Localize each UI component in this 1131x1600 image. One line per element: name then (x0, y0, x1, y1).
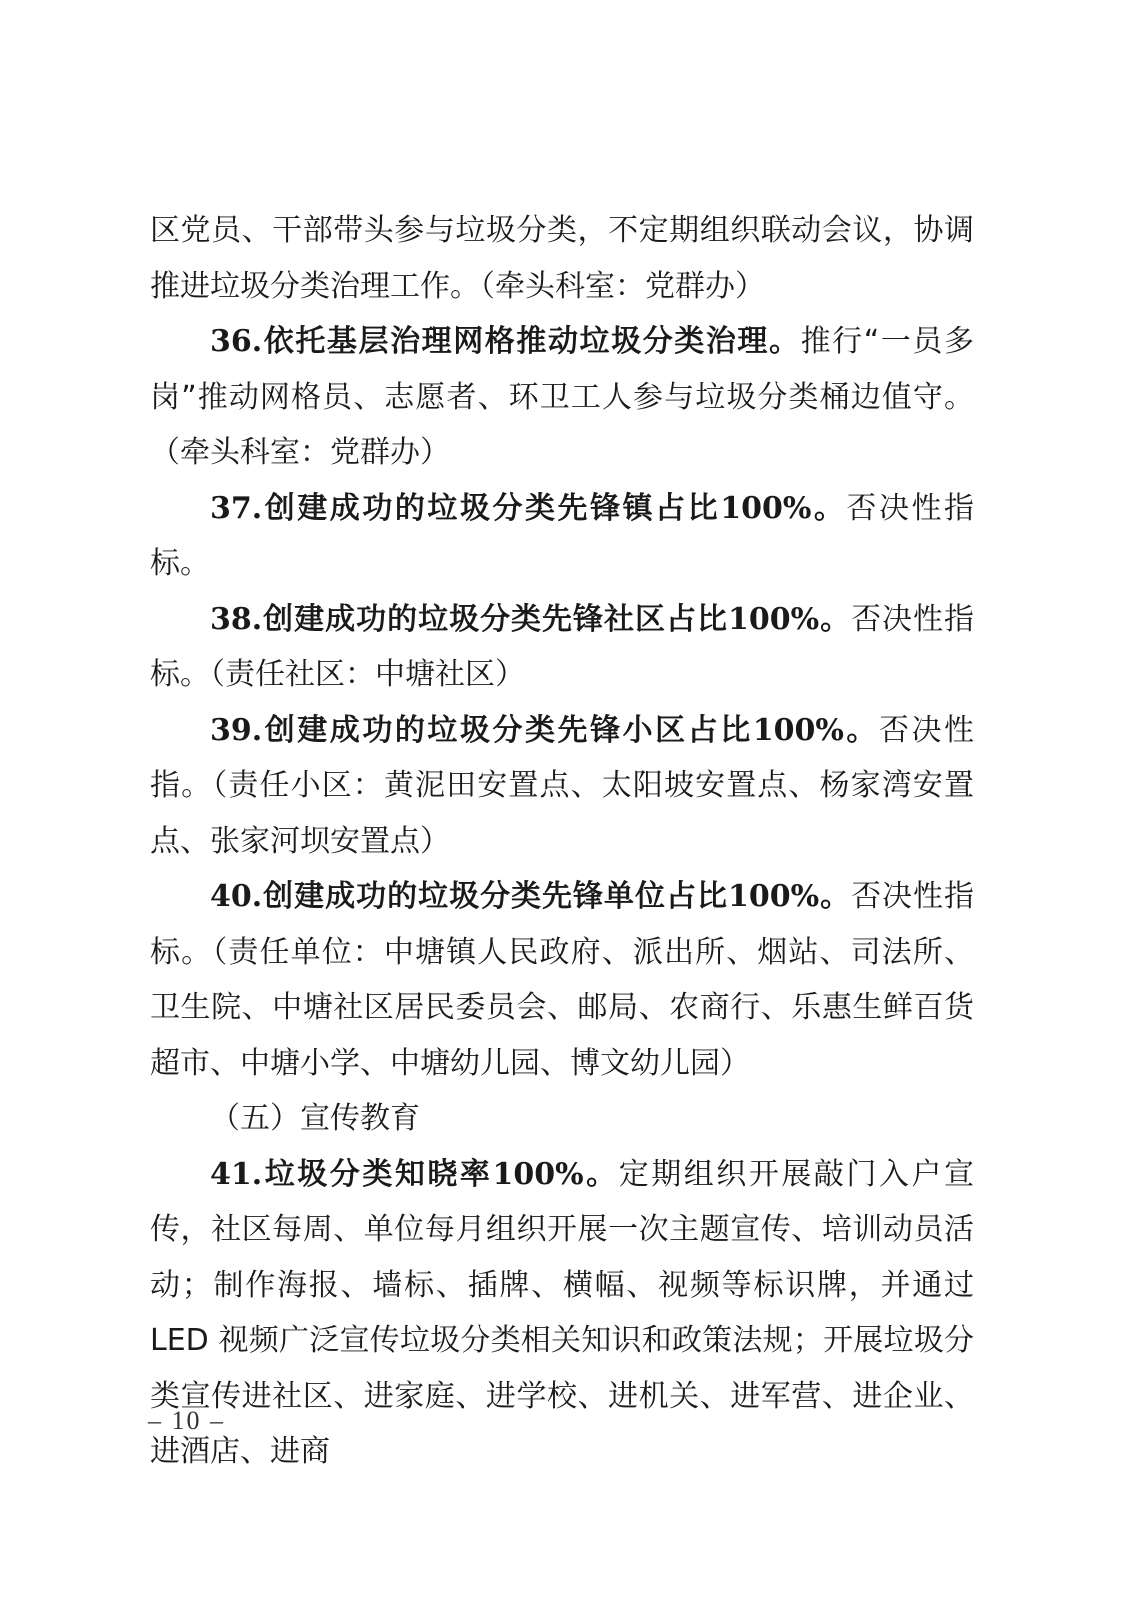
item-39 (150, 703, 974, 870)
item-heading: 创建成功的垃圾分类先锋社区占比 (262, 601, 728, 637)
item-percent: 100% (727, 601, 820, 637)
item-heading: 垃圾分类知晓率 (262, 1156, 493, 1192)
item-number: 39. (210, 712, 263, 748)
item-36 (150, 314, 974, 481)
item-heading: 创建成功的垃圾分类先锋镇占比 (262, 490, 721, 526)
item-heading-end: 。 (811, 490, 847, 526)
item-percent: 100% (752, 712, 844, 748)
item-heading: 创建成功的垃圾分类先锋小区占比 (262, 712, 753, 748)
item-number: 41. (210, 1156, 263, 1192)
section-heading (150, 1091, 974, 1147)
item-text: 否决性指标。（责任社区：中塘社区） (150, 601, 975, 692)
item-37 (150, 481, 974, 592)
item-number: 38. (210, 601, 263, 637)
paragraph-text: 区党员、干部带头参与垃圾分类，不定期组织联动会议，协调推进垃圾分类治理工作。（牵头科室：党群办） (150, 213, 974, 304)
item-text: 否决性指标。 (150, 490, 975, 581)
item-heading-end: 。 (843, 712, 879, 748)
item-38 (150, 592, 974, 703)
section-title: （五）宣传教育 (210, 1101, 420, 1136)
item-41 (150, 1147, 974, 1480)
page-number: – 10 – (148, 1406, 225, 1435)
item-heading: 创建成功的垃圾分类先锋单位占比 (262, 879, 728, 914)
body-text (150, 203, 974, 1480)
paragraph-continuation (150, 203, 974, 314)
item-percent: 100% (492, 1156, 584, 1192)
item-text: 推行“一员多岗”推动网格员、志愿者、环卫工人参与垃圾分类桶边值守。（牵头科室：党群办） (150, 324, 975, 470)
item-40 (150, 869, 974, 1091)
item-number: 36. (210, 324, 263, 359)
item-text: 否决性指。（责任小区：黄泥田安置点、太阳坡安置点、杨家湾安置点、张家河坝安置点） (150, 712, 975, 859)
item-text: 否决性指标。（责任单位：中塘镇人民政府、派出所、烟站、司法所、卫生院、中塘社区居民委员会、邮局、农商行、乐惠生鲜百货超市、中塘小学、中塘幼儿园、博文幼儿园） (150, 879, 975, 1081)
item-percent: 100% (720, 490, 812, 526)
item-heading-end: 。 (583, 1156, 619, 1192)
item-heading-end: 。 (819, 601, 852, 637)
item-percent: 100% (727, 879, 820, 914)
item-number: 37. (210, 490, 263, 526)
item-text: 定期组织开展敲门入户宣传，社区每周、单位每月组织开展一次主题宣传、培训动员活动；制作海报、墙标、插牌、横幅、视频等标识牌，并通过 LED 视频广泛宣传垃圾分类相关知识和政策法规；开展垃圾分类宣传进社区、进家庭、进学校、进机关、进军营、进企业、进酒店、进商 (150, 1156, 975, 1469)
item-heading-end: 。 (819, 879, 852, 914)
item-heading: 依托基层治理网格推动垃圾分类治理。 (262, 324, 801, 359)
item-number: 40. (210, 879, 263, 914)
